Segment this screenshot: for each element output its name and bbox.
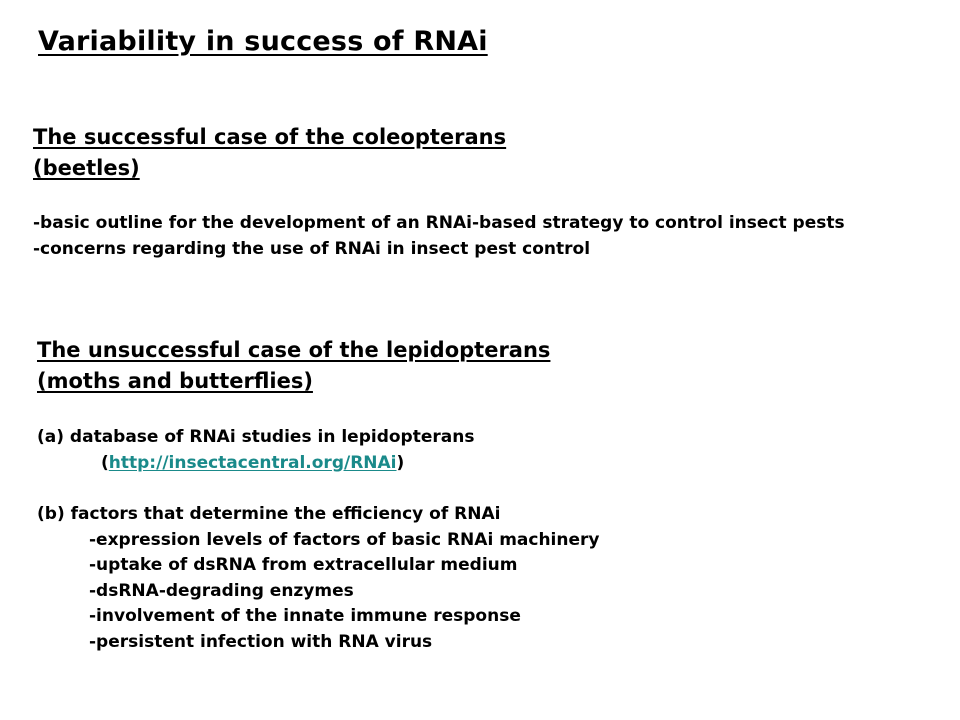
section-heading-line: (moths and butterflies) <box>37 369 313 393</box>
list-item: -basic outline for the development of an RNAi-based strategy to control insect pests <box>33 213 845 233</box>
sub-list-item: -dsRNA-degrading enzymes <box>89 580 354 601</box>
sub-list-item: -involvement of the innate immune response <box>89 606 521 626</box>
sub-list-item: -persistent infection with RNA virus <box>89 631 433 652</box>
bullet-list <box>33 211 845 262</box>
sub-list-item: -uptake of dsRNA from extracellular medium <box>89 555 518 575</box>
item-group-a <box>37 425 599 476</box>
paren-open: ( <box>101 452 109 473</box>
paren-close: ) <box>396 452 405 473</box>
slide-title: Variability in success of RNAi <box>38 26 488 57</box>
section-heading-line: (beetles) <box>33 156 140 180</box>
section-lepidopterans <box>37 335 599 655</box>
item-group-b <box>37 502 599 655</box>
section-heading-line: The successful case of the coleopterans <box>33 125 507 149</box>
database-link[interactable]: http://insectacentral.org/RNAi <box>108 452 397 473</box>
list-item: (b) factors that determine the efficiency of RNAi <box>37 504 501 524</box>
database-link-line <box>37 451 599 477</box>
section-heading-line: The unsuccessful case of the lepidopterans <box>37 338 551 362</box>
list-item: (a) database of RNAi studies in lepidopterans <box>37 427 475 447</box>
list-item: -concerns regarding the use of RNAi in insect pest control <box>33 238 591 259</box>
sub-list-item: -expression levels of factors of basic RNAi machinery <box>89 529 600 550</box>
section-coleopterans <box>33 122 845 262</box>
